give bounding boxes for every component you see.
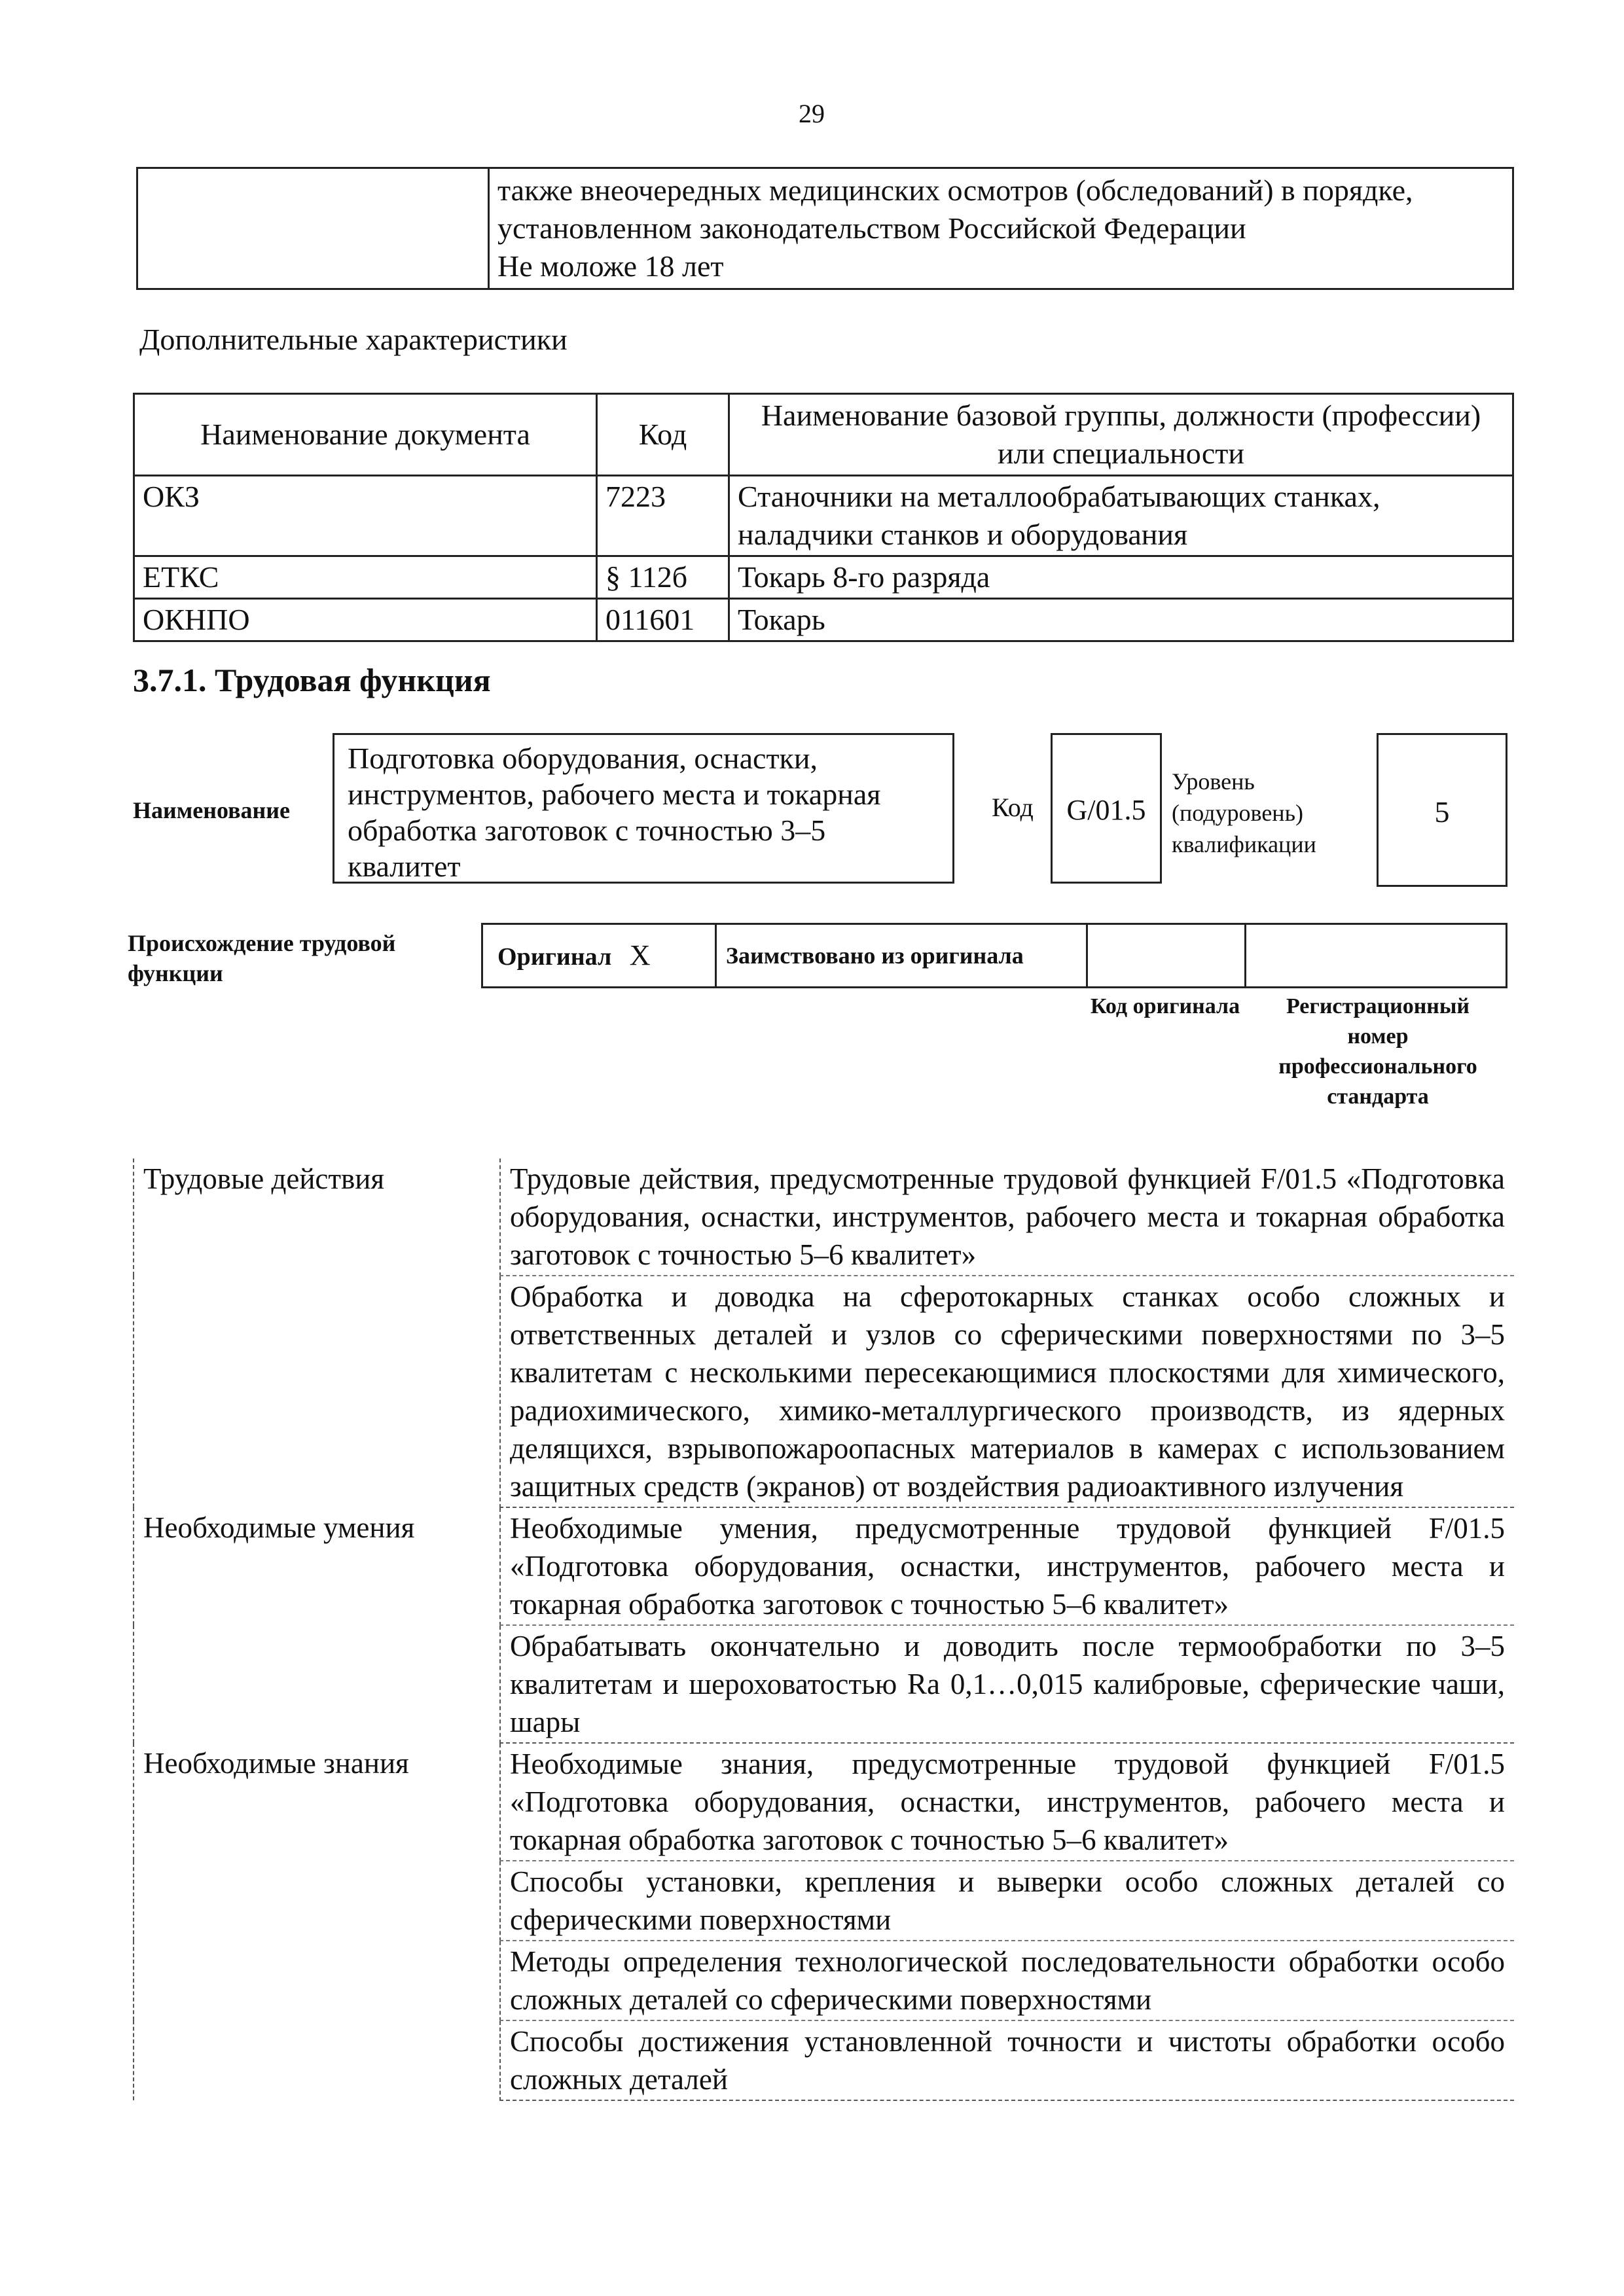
row-doc: ОКЗ — [134, 476, 597, 556]
table-header-row — [134, 394, 1513, 476]
level-value: 5 — [1434, 795, 1450, 829]
continuation-text: также внеочередных медицинских осмотров (обследований) в порядке, установленном законодательством Российской Федерации — [497, 173, 1413, 245]
table-row — [134, 476, 1513, 556]
original-label: Оригинал — [497, 943, 612, 971]
registration-caption: Регистрационный номер профессионального стандарта — [1278, 994, 1477, 1109]
knowledge-item: Необходимые знания, предусмотренные трудовой функцией F/01.5 «Подготовка оборудования, оснастки, инструментов, рабочего места и токарная обработка заготовок с точностью 5–6 квалитет» — [500, 1743, 1514, 1861]
code-label: Код — [992, 793, 1034, 822]
row-doc: ЕТКС — [134, 556, 597, 599]
table-row — [134, 556, 1513, 599]
borrowed-label: Заимствовано из оригинала — [726, 942, 1024, 969]
age-requirement: Не моложе 18 лет — [497, 249, 724, 283]
additional-heading: Дополнительные характеристики — [139, 323, 568, 356]
row-name: Токарь — [729, 599, 1513, 641]
header-code: Код — [597, 394, 729, 476]
level-box — [1377, 733, 1507, 887]
header-document: Наименование документа — [134, 394, 597, 476]
top-continuation-table — [136, 167, 1514, 290]
origin-label: Происхождение трудовой функции — [128, 930, 396, 986]
original-code-caption: Код оригинала — [1090, 994, 1240, 1018]
original-box — [481, 923, 717, 988]
header-group-name: Наименование базовой группы, должности (профессии) или специальности — [729, 394, 1513, 476]
level-label: Уровень (подуровень) квалификации — [1172, 768, 1316, 857]
continuation-cell — [489, 168, 1513, 289]
row-doc: ОКНПО — [134, 599, 597, 641]
table-row — [134, 1743, 1514, 1861]
knowledge-item: Методы определения технологической последовательности обработки особо сложных деталей со сферическими поверхностями — [500, 1941, 1514, 2020]
table-row — [134, 1507, 1514, 1625]
page-number: 29 — [799, 99, 825, 128]
knowledge-item: Способы установки, крепления и выверки особо сложных деталей со сферическими поверхностями — [500, 1861, 1514, 1941]
required-knowledge-label: Необходимые знания — [134, 1743, 500, 2100]
function-code-text: G/01.5 — [1066, 794, 1146, 826]
labor-action-item: Обработка и доводка на сферотокарных станках особо сложных и ответственных деталей и узлов со сферическими поверхностями по 3–5 квалитетам с несколькими пересекающимися плоскостями для химического, радиохимического, химико-металлургического производств, из ядерных делящихся, взрывопожароопасных материалов в камерах с использованием защитных средств (экранов) от воздействия радиоактивного излучения — [500, 1276, 1514, 1507]
required-skills-label: Необходимые умения — [134, 1507, 500, 1743]
row-name: Токарь 8-го разряда — [729, 556, 1513, 599]
original-mark: X — [629, 939, 651, 971]
original-code-box — [1086, 923, 1246, 988]
table-row — [134, 599, 1513, 641]
function-details-table — [133, 1158, 1514, 2101]
function-name-text: Подготовка оборудования, оснастки, инструментов, рабочего места и токарная обработка заготовок с точностью 3–5 квалитет — [348, 742, 881, 883]
section-title: 3.7.1. Трудовая функция — [133, 662, 491, 698]
name-label: Наименование — [133, 797, 290, 823]
additional-table — [133, 393, 1514, 642]
function-code-box — [1051, 733, 1162, 884]
function-name-box — [333, 733, 954, 884]
row-code: 011601 — [597, 599, 729, 641]
row-code: 7223 — [597, 476, 729, 556]
registration-number-box — [1244, 923, 1507, 988]
skill-item: Обрабатывать окончательно и доводить после термообработки по 3–5 квалитетам и шероховатостью Ra 0,1…0,015 калибровые, сферические чаши, шары — [500, 1625, 1514, 1743]
labor-actions-label: Трудовые действия — [134, 1158, 500, 1507]
row-code: § 112б — [597, 556, 729, 599]
skill-item: Необходимые умения, предусмотренные трудовой функцией F/01.5 «Подготовка оборудования, оснастки, инструментов, рабочего места и токарная обработка заготовок с точностью 5–6 квалитет» — [500, 1507, 1514, 1625]
borrowed-box — [715, 923, 1088, 988]
labor-action-item: Трудовые действия, предусмотренные трудовой функцией F/01.5 «Подготовка оборудования, оснастки, инструментов, рабочего места и токарная обработка заготовок с точностью 5–6 квалитет» — [500, 1158, 1514, 1276]
row-name: Станочники на металлообрабатывающих станках, наладчики станков и оборудования — [729, 476, 1513, 556]
table-row — [134, 1158, 1514, 1276]
empty-label-cell — [137, 168, 489, 289]
knowledge-item: Способы достижения установленной точности и чистоты обработки особо сложных деталей — [500, 2020, 1514, 2100]
